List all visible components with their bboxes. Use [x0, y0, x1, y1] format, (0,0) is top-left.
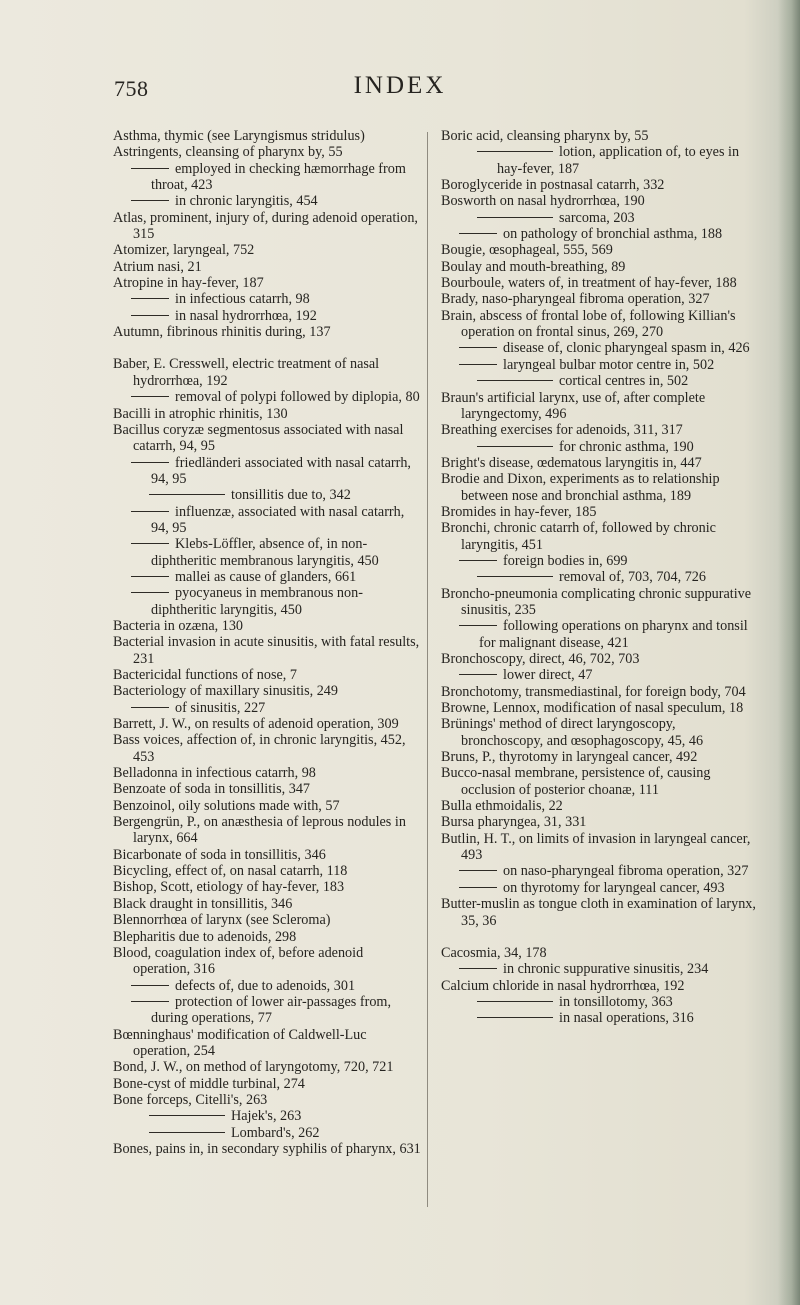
entry-text: following operations on pharynx and tonsil for malignant disease, 421: [479, 618, 748, 651]
index-subentry: [441, 618, 759, 651]
index-entry: [441, 471, 759, 504]
index-entry: [441, 193, 759, 209]
entry-text: Bougie, œsophageal, 555, 569: [441, 242, 613, 259]
index-entry: [441, 749, 759, 765]
index-entry: [441, 978, 759, 994]
index-entry: [441, 259, 759, 275]
entry-text: Bruns, P., thyrotomy in laryngeal cancer, 492: [441, 749, 698, 766]
entry-text: Bosworth on nasal hydrorrhœa, 190: [441, 193, 645, 210]
index-entry: [441, 651, 759, 667]
index-entry: [113, 896, 423, 912]
letter-section-gap: [441, 929, 759, 945]
entry-text: laryngeal bulbar motor centre in, 502: [503, 356, 715, 373]
ditto-dash: [131, 1001, 169, 1002]
entry-text: Butlin, H. T., on limits of invasion in laryngeal cancer, 493: [441, 830, 751, 864]
index-entry: [441, 455, 759, 471]
index-entry: [113, 259, 423, 275]
entry-text: Bicarbonate of soda in tonsillitis, 346: [113, 846, 326, 863]
index-entry: [441, 242, 759, 258]
index-entry: [441, 422, 759, 438]
entry-text: in nasal operations, 316: [559, 1010, 694, 1027]
entry-text: in infectious catarrh, 98: [175, 291, 310, 308]
index-entry: [441, 128, 759, 144]
entry-text: on naso-pharyngeal fibroma operation, 327: [503, 863, 749, 880]
entry-text: Astringents, cleansing of pharynx by, 55: [113, 144, 343, 161]
entry-text: Bronchotomy, transmediastinal, for foreign body, 704: [441, 683, 746, 700]
index-entry: [113, 275, 423, 291]
index-entry: [113, 879, 423, 895]
index-subentry: [113, 389, 423, 405]
index-column-right: [441, 128, 759, 1027]
entry-text: on pathology of bronchial asthma, 188: [503, 226, 723, 243]
ditto-dash: [477, 1001, 553, 1002]
ditto-dash: [131, 576, 169, 577]
index-entry: [441, 765, 759, 798]
index-entry: [113, 144, 423, 160]
entry-text: Atomizer, laryngeal, 752: [113, 242, 255, 259]
page-title: INDEX: [353, 72, 447, 99]
index-entry: [113, 210, 423, 243]
index-entry: [113, 716, 423, 732]
index-subentry: [113, 308, 423, 324]
entry-text: cortical centres in, 502: [559, 373, 689, 390]
index-subentry: [113, 193, 423, 209]
entry-text: Bronchoscopy, direct, 46, 702, 703: [441, 651, 640, 667]
index-subentry: [441, 569, 759, 585]
index-entry: [113, 912, 423, 928]
index-subentry: [113, 504, 423, 537]
entry-text: Bœnninghaus' modification of Caldwell-Luc operation, 254: [113, 1026, 367, 1059]
entry-text: protection of lower air-passages from, during operations, 77: [151, 993, 391, 1027]
index-subentry: [113, 455, 423, 488]
entry-text: Bactericidal functions of nose, 7: [113, 667, 297, 683]
index-subentry: [441, 226, 759, 242]
index-entry: [113, 1076, 423, 1092]
ditto-dash: [131, 168, 169, 169]
entry-text: Atropine in hay-fever, 187: [113, 275, 264, 292]
entry-text: Broncho-pneumonia complicating chronic suppurative sinusitis, 235: [441, 585, 752, 618]
index-entry: [113, 1092, 423, 1108]
index-subentry: [441, 340, 759, 356]
index-entry: [113, 1141, 423, 1157]
index-entry: [113, 765, 423, 781]
entry-text: Black draught in tonsillitis, 346: [113, 895, 293, 912]
entry-text: Bishop, Scott, etiology of hay-fever, 183: [113, 879, 345, 896]
entry-text: Benzoate of soda in tonsillitis, 347: [113, 781, 311, 798]
index-subentry: [441, 994, 759, 1010]
index-subentry: [113, 585, 423, 618]
index-subentry: [441, 961, 759, 977]
index-subentry: [113, 978, 423, 994]
entry-text: sarcoma, 203: [559, 209, 635, 226]
entry-text: Bright's disease, œdematous laryngitis in, 447: [441, 454, 702, 471]
entry-text: in chronic suppurative sinusitis, 234: [503, 961, 709, 978]
entry-text: friedländeri associated with nasal catarrh, 94, 95: [151, 454, 411, 487]
entry-text: Boric acid, cleansing pharynx by, 55: [441, 128, 649, 144]
index-entry: [113, 618, 423, 634]
ditto-dash: [149, 1132, 225, 1133]
column-divider: [427, 132, 428, 1207]
ditto-dash: [477, 217, 553, 218]
entry-text: Bacteria in ozæna, 130: [113, 617, 244, 634]
entry-text: in nasal hydrorrhœa, 192: [175, 307, 317, 324]
index-entry: [441, 684, 759, 700]
entry-text: Boroglyceride in postnasal catarrh, 332: [441, 177, 665, 194]
index-subentry: [113, 1108, 423, 1124]
index-entry: [441, 896, 759, 929]
index-entry: [113, 356, 423, 389]
index-entry: [113, 324, 423, 340]
index-subentry: [441, 144, 759, 177]
entry-text: Bacillus coryzæ segmentosus associated with nasal catarrh, 94, 95: [113, 421, 404, 455]
entry-text: Asthma, thymic (see Laryngismus stridulus): [113, 128, 365, 144]
index-entry: [113, 781, 423, 797]
index-entry: [113, 1059, 423, 1075]
entry-text: removal of polypi followed by diplopia, 80: [175, 389, 420, 406]
entry-text: Atlas, prominent, injury of, during adenoid operation, 315: [113, 209, 418, 243]
index-entry: [441, 700, 759, 716]
entry-text: Bourboule, waters of, in treatment of hay-fever, 188: [441, 275, 737, 292]
index-entry: [441, 504, 759, 520]
ditto-dash: [131, 315, 169, 316]
entry-text: tonsillitis due to, 342: [231, 487, 351, 504]
ditto-dash: [131, 543, 169, 544]
ditto-dash: [459, 887, 497, 888]
index-entry: [113, 683, 423, 699]
index-entry: [113, 1027, 423, 1060]
index-subentry: [113, 536, 423, 569]
entry-text: Bone forceps, Citelli's, 263: [113, 1091, 268, 1108]
entry-text: Bicycling, effect of, on nasal catarrh, 118: [113, 863, 348, 880]
entry-text: Hajek's, 263: [231, 1108, 302, 1125]
entry-text: Brady, naso-pharyngeal fibroma operation, 327: [441, 291, 710, 308]
ditto-dash: [459, 968, 497, 969]
entry-text: Bronchi, chronic catarrh of, followed by chronic laryngitis, 451: [441, 520, 716, 553]
entry-text: Belladonna in infectious catarrh, 98: [113, 765, 316, 782]
entry-text: Cacosmia, 34, 178: [441, 944, 547, 961]
ditto-dash: [149, 494, 225, 495]
ditto-dash: [459, 625, 497, 626]
entry-text: Lombard's, 262: [231, 1124, 320, 1141]
index-entry: [441, 716, 759, 749]
ditto-dash: [131, 511, 169, 512]
index-subentry: [441, 439, 759, 455]
entry-text: Breathing exercises for adenoids, 311, 317: [441, 422, 683, 439]
entry-text: Bone-cyst of middle turbinal, 274: [113, 1075, 305, 1092]
index-subentry: [113, 569, 423, 585]
index-subentry: [441, 667, 759, 683]
entry-text: in tonsillotomy, 363: [559, 993, 673, 1010]
entry-text: Bulla ethmoidalis, 22: [441, 798, 563, 815]
ditto-dash: [459, 870, 497, 871]
ditto-dash: [131, 985, 169, 986]
index-entry: [441, 275, 759, 291]
ditto-dash: [131, 707, 169, 708]
entry-text: influenzæ, associated with nasal catarrh, 94, 95: [151, 503, 405, 536]
index-entry: [113, 422, 423, 455]
ditto-dash: [459, 364, 497, 365]
index-entry: [441, 308, 759, 341]
entry-text: Browne, Lennox, modification of nasal speculum, 18: [441, 700, 744, 717]
entry-text: Boulay and mouth-breathing, 89: [441, 258, 626, 275]
entry-text: Bond, J. W., on method of laryngotomy, 720, 721: [113, 1059, 394, 1076]
entry-text: Bass voices, affection of, in chronic laryngitis, 452, 453: [113, 732, 406, 765]
ditto-dash: [131, 200, 169, 201]
entry-text: Benzoinol, oily solutions made with, 57: [113, 797, 340, 814]
index-subentry: [441, 553, 759, 569]
ditto-dash: [477, 576, 553, 577]
index-subentry: [113, 291, 423, 307]
index-entry: [441, 291, 759, 307]
index-subentry: [113, 1125, 423, 1141]
entry-text: of sinusitis, 227: [175, 699, 266, 716]
index-subentry: [441, 357, 759, 373]
index-entry: [113, 798, 423, 814]
index-subentry: [113, 487, 423, 503]
entry-text: employed in checking hæmorrhage from throat, 423: [151, 160, 406, 194]
entry-text: on thyrotomy for laryngeal cancer, 493: [503, 879, 725, 896]
index-entry: [113, 863, 423, 879]
entry-text: defects of, due to adenoids, 301: [175, 977, 356, 994]
index-subentry: [441, 1010, 759, 1026]
entry-text: Blepharitis due to adenoids, 298: [113, 928, 297, 945]
entry-text: Calcium chloride in nasal hydrorrhœa, 192: [441, 977, 685, 994]
ditto-dash: [131, 592, 169, 593]
entry-text: foreign bodies in, 699: [503, 552, 628, 569]
entry-text: Butter-muslin as tongue cloth in examination of larynx, 35, 36: [441, 896, 756, 929]
entry-text: Brodie and Dixon, experiments as to relationship between nose and bronchial asthma, 189: [441, 471, 720, 504]
index-entry: [113, 847, 423, 863]
index-entry: [441, 798, 759, 814]
ditto-dash: [477, 151, 553, 152]
entry-text: Barrett, J. W., on results of adenoid operation, 309: [113, 716, 399, 733]
index-entry: [113, 128, 423, 144]
ditto-dash: [459, 347, 497, 348]
ditto-dash: [131, 396, 169, 397]
entry-text: Bacteriology of maxillary sinusitis, 249: [113, 683, 338, 700]
entry-text: Bacilli in atrophic rhinitis, 130: [113, 405, 288, 422]
index-subentry: [113, 161, 423, 194]
index-entry: [113, 634, 423, 667]
index-entry: [113, 732, 423, 765]
index-entry: [113, 814, 423, 847]
index-subentry: [113, 994, 423, 1027]
index-subentry: [441, 880, 759, 896]
entry-text: Braun's artificial larynx, use of, after complete laryngectomy, 496: [441, 389, 706, 422]
entry-text: lotion, application of, to eyes in hay-fever, 187: [497, 144, 740, 177]
index-subentry: [113, 700, 423, 716]
ditto-dash: [131, 462, 169, 463]
index-entry: [113, 945, 423, 978]
entry-text: Bromides in hay-fever, 185: [441, 503, 597, 520]
entry-text: Bucco-nasal membrane, persistence of, causing occlusion of posterior choanæ, 111: [441, 765, 711, 798]
entry-text: lower direct, 47: [503, 667, 593, 684]
index-subentry: [441, 863, 759, 879]
entry-text: Bursa pharyngea, 31, 331: [441, 814, 587, 831]
entry-text: Baber, E. Cresswell, electric treatment of nasal hydrorrhœa, 192: [113, 356, 380, 389]
entry-text: Bergengrün, P., on anæsthesia of leprous nodules in larynx, 664: [113, 814, 406, 847]
page-number: 758: [114, 76, 149, 101]
entry-text: Brain, abscess of frontal lobe of, following Killian's operation on frontal sinus, 269, 270: [441, 307, 736, 341]
ditto-dash: [477, 1017, 553, 1018]
entry-text: pyocyaneus in membranous non-diphtheritic laryngitis, 450: [151, 585, 363, 618]
page-edge-shadow: [778, 0, 800, 1305]
index-entry: [113, 667, 423, 683]
index-subentry: [441, 373, 759, 389]
index-entry: [441, 177, 759, 193]
entry-text: Bacterial invasion in acute sinusitis, with fatal results, 231: [113, 634, 420, 667]
entry-text: Blennorrhœa of larynx (see Scleroma): [113, 912, 331, 929]
ditto-dash: [459, 233, 497, 234]
entry-text: Atrium nasi, 21: [113, 258, 202, 275]
letter-section-gap: [113, 340, 423, 356]
entry-text: Klebs-Löffler, absence of, in non-diphtheritic membranous laryngitis, 450: [151, 536, 379, 569]
index-entry: [441, 945, 759, 961]
entry-text: disease of, clonic pharyngeal spasm in, 426: [503, 340, 750, 357]
ditto-dash: [477, 380, 553, 381]
index-entry: [441, 814, 759, 830]
index-entry: [441, 520, 759, 553]
index-subentry: [441, 210, 759, 226]
index-entry: [441, 831, 759, 864]
index-entry: [441, 586, 759, 619]
ditto-dash: [459, 560, 497, 561]
entry-text: Autumn, fibrinous rhinitis during, 137: [113, 324, 331, 341]
entry-text: removal of, 703, 704, 726: [559, 569, 706, 586]
ditto-dash: [149, 1115, 225, 1116]
ditto-dash: [477, 446, 553, 447]
ditto-dash: [459, 674, 497, 675]
index-entry: [441, 390, 759, 423]
index-entry: [113, 929, 423, 945]
index-entry: [113, 406, 423, 422]
index-column-left: [113, 128, 423, 1157]
entry-text: in chronic laryngitis, 454: [175, 193, 318, 210]
ditto-dash: [131, 298, 169, 299]
entry-text: Bones, pains in, in secondary syphilis of pharynx, 631: [113, 1140, 421, 1157]
entry-text: Blood, coagulation index of, before adenoid operation, 316: [113, 944, 364, 978]
entry-text: for chronic asthma, 190: [559, 438, 694, 455]
index-entry: [113, 242, 423, 258]
entry-text: mallei as cause of glanders, 661: [175, 568, 357, 585]
entry-text: Brünings' method of direct laryngoscopy, bronchoscopy, and œsophagoscopy, 45, 46: [441, 716, 704, 749]
